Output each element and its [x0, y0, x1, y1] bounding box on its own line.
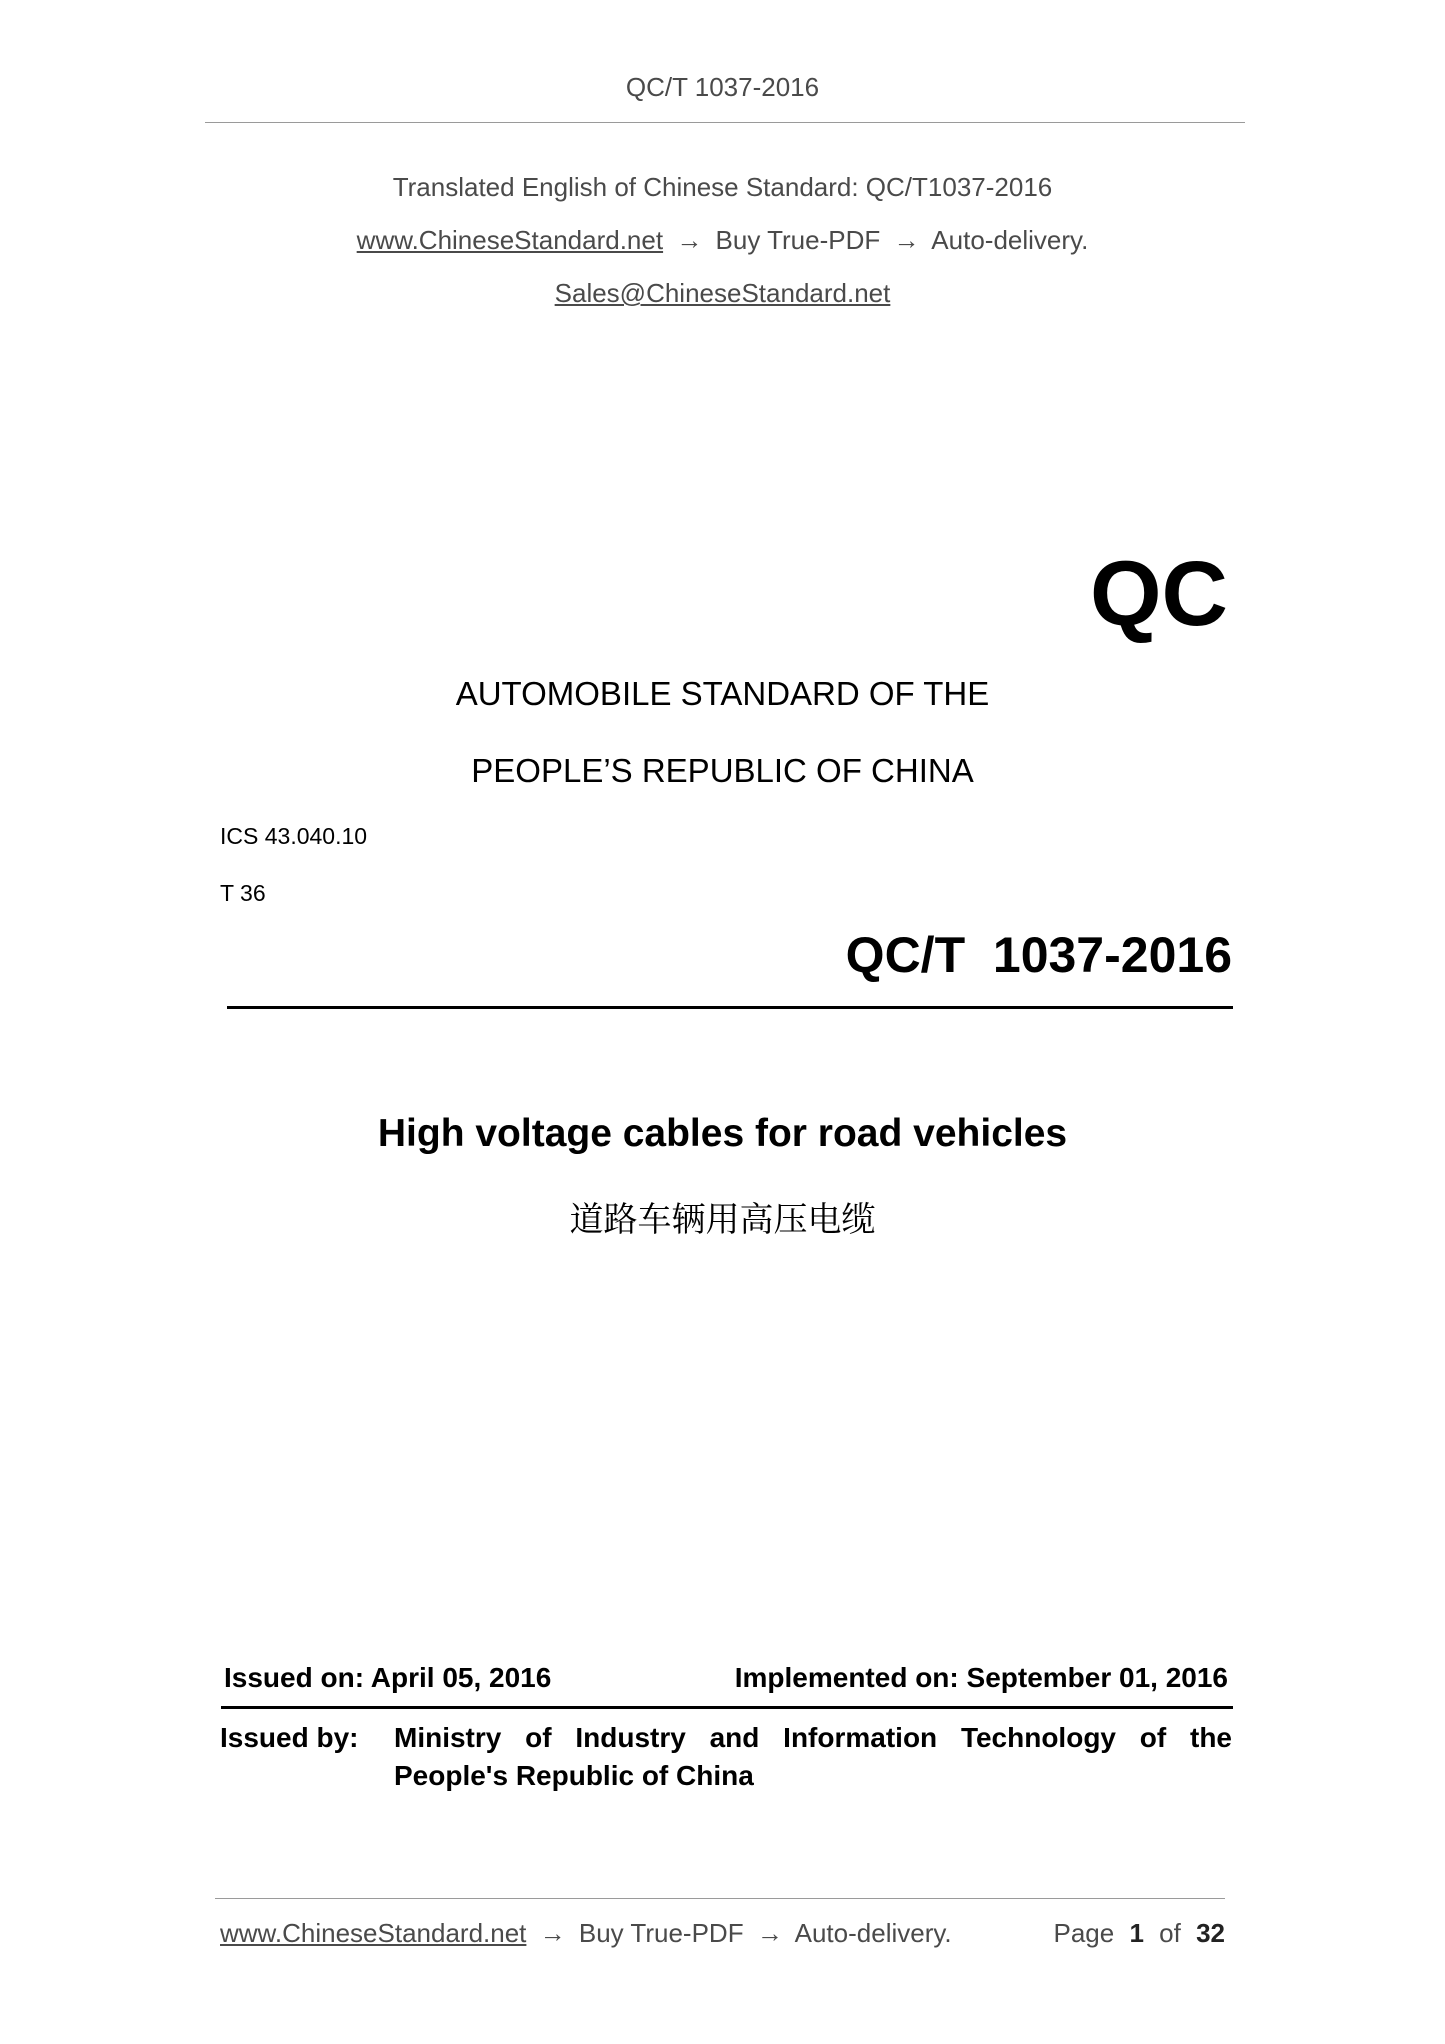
promo-line: [0, 225, 1445, 256]
standard-type-line2: PEOPLE’S REPUBLIC OF CHINA: [471, 752, 974, 789]
email-line: [0, 278, 1445, 309]
page-label: Page: [1053, 1918, 1115, 1948]
page-current: 1: [1129, 1918, 1144, 1948]
dates-divider: [221, 1706, 1233, 1709]
footer-divider: [215, 1898, 1225, 1899]
issuing-authority-line2: People's Republic of China: [394, 1760, 754, 1791]
issued-by-label: Issued by:: [220, 1722, 359, 1753]
issued-on-date: Issued on: April 05, 2016: [224, 1662, 552, 1693]
header-divider: [205, 122, 1245, 123]
footer-website-link[interactable]: www.ChineseStandard.net: [220, 1918, 527, 1948]
standard-number: QC/T 1037-2016: [845, 927, 1232, 983]
footer-promo: [220, 1918, 952, 1949]
footer-buy-pdf-text: Buy True-PDF: [578, 1918, 744, 1948]
ics-code: ICS 43.040.10: [220, 823, 368, 849]
document-title-en: High voltage cables for road vehicles: [377, 1112, 1068, 1155]
buy-pdf-text: Buy True-PDF: [715, 225, 881, 255]
sales-email-link[interactable]: Sales@ChineseStandard.net: [554, 278, 891, 308]
document-title-cn: 道路车辆用高压电缆: [569, 1200, 876, 1240]
running-header: QC/T 1037-2016: [625, 72, 820, 102]
arrow-right-icon: →: [756, 1918, 783, 1948]
qc-mark: QC: [1090, 543, 1228, 645]
implemented-on-date: Implemented on: September 01, 2016: [734, 1662, 1228, 1693]
arrow-right-icon: →: [893, 225, 920, 255]
website-link[interactable]: www.ChineseStandard.net: [356, 225, 664, 255]
page-total: 32: [1196, 1918, 1225, 1948]
auto-delivery-text: Auto-delivery.: [931, 225, 1089, 255]
classification-code: T 36: [220, 880, 266, 906]
number-divider: [227, 1006, 1233, 1009]
footer-auto-delivery-text: Auto-delivery.: [794, 1918, 952, 1948]
issuing-authority-line1: Ministry of Industry and Information Technology of the: [394, 1722, 1232, 1753]
page-of-label: of: [1159, 1918, 1181, 1948]
arrow-right-icon: →: [539, 1918, 566, 1948]
arrow-right-icon: →: [676, 225, 703, 255]
page-indicator: [1053, 1918, 1225, 1949]
translation-note: Translated English of Chinese Standard: QC/T1037-2016: [392, 172, 1053, 202]
standard-type-line1: AUTOMOBILE STANDARD OF THE: [455, 675, 990, 712]
